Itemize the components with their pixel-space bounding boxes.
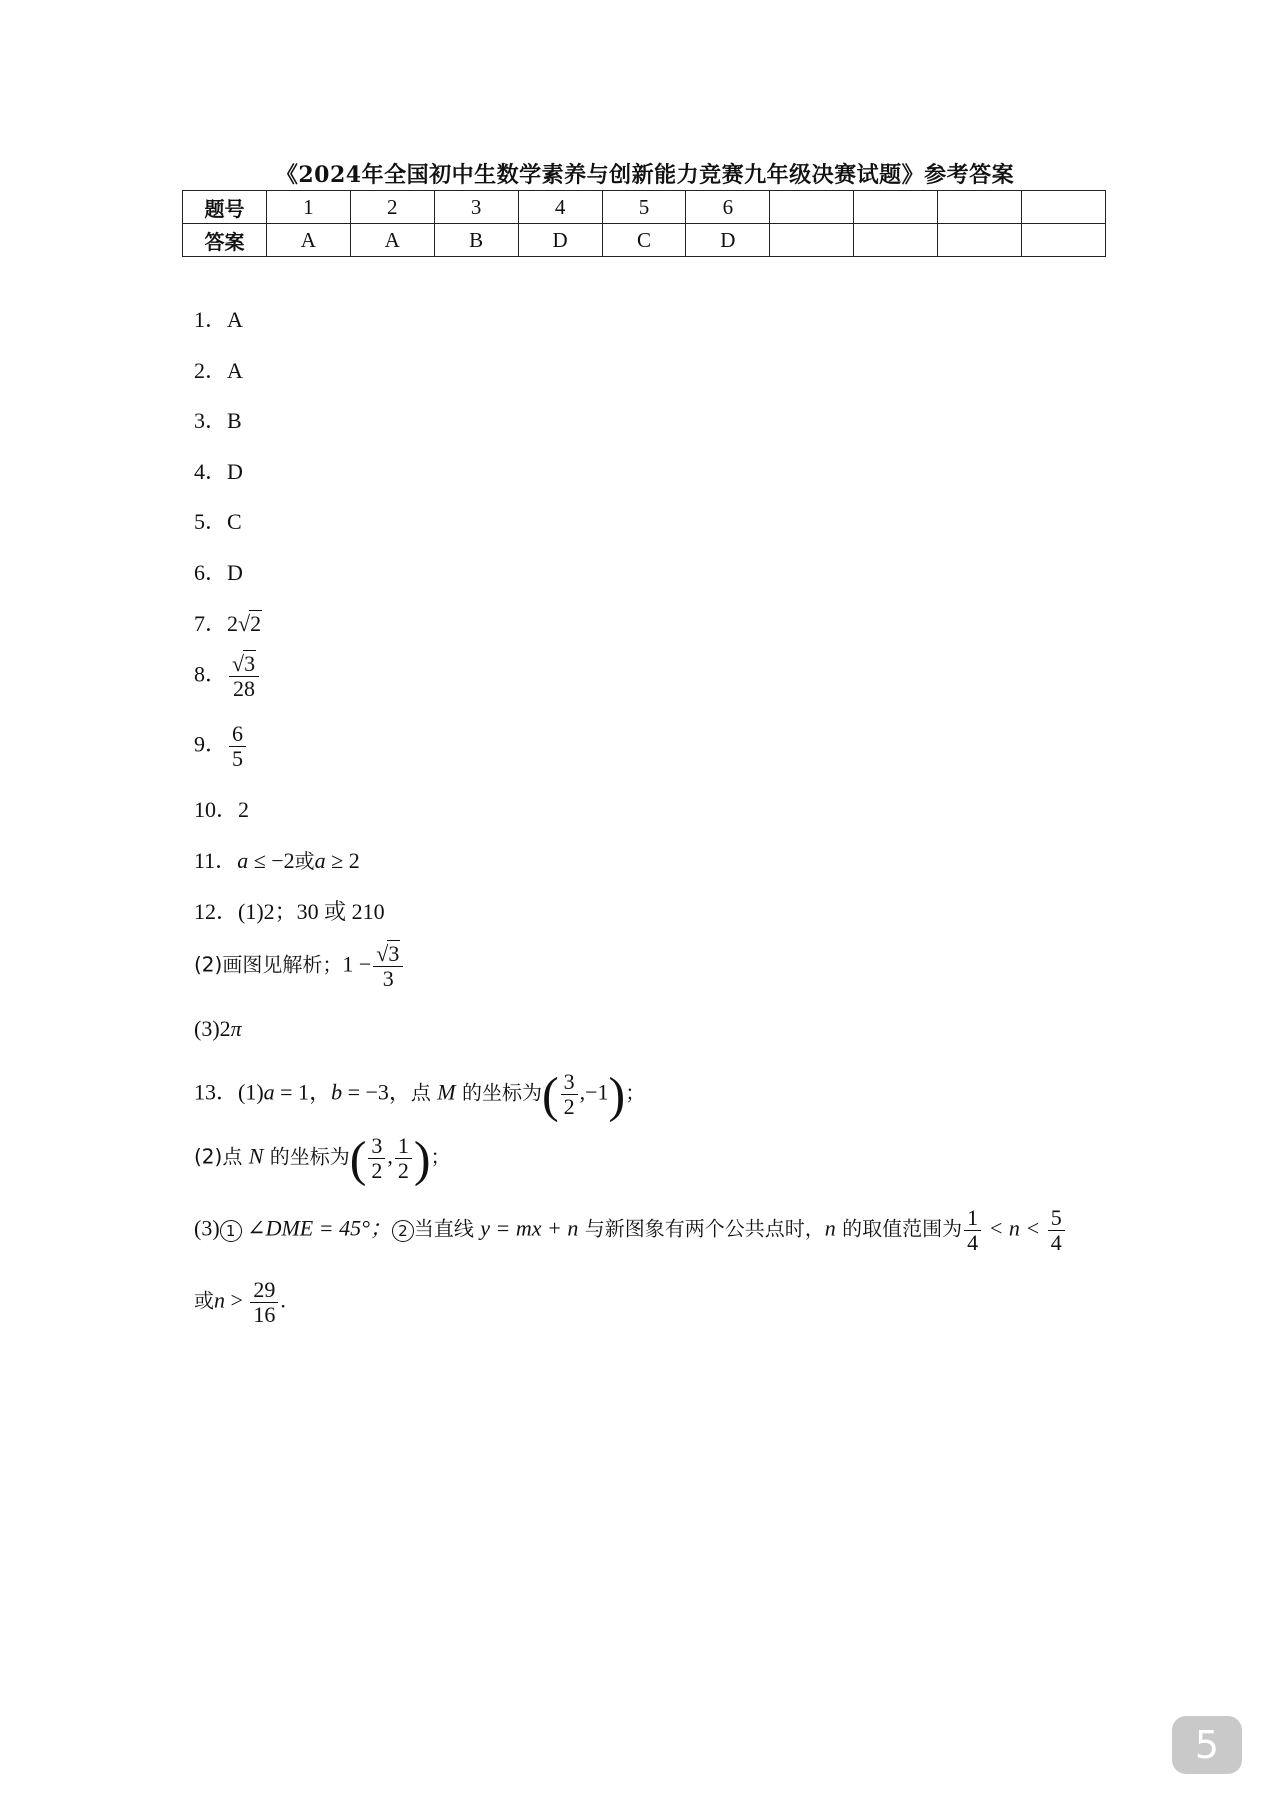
- denominator: 5: [232, 746, 244, 771]
- page-title: 《2024年全国初中生数学素养与创新能力竞赛九年级决赛试题》参考答案: [275, 162, 1015, 188]
- line-equation: y = mx + n: [480, 1215, 579, 1241]
- empty-cell: [1022, 224, 1106, 257]
- answer-9: [194, 722, 248, 771]
- answer-8: [194, 652, 261, 701]
- fraction: [561, 1070, 578, 1119]
- numerator: 3: [561, 1070, 578, 1095]
- denominator: 2: [563, 1094, 575, 1119]
- page-number-badge: 5: [1172, 1716, 1242, 1774]
- numerator: 3: [368, 1134, 385, 1159]
- text: 的坐标为: [263, 1144, 350, 1169]
- numerator: 1: [395, 1134, 412, 1159]
- answer-13-2: (2)点 N 的坐标为( $\frac{3}{2}$ , $\frac{1}{2}$ )；: [194, 1130, 451, 1187]
- or-text: 或: [194, 1288, 214, 1313]
- part-label: (2)画图见解析；: [194, 952, 343, 977]
- left-paren: (: [541, 1066, 559, 1123]
- denominator: 4: [967, 1230, 979, 1255]
- period: .: [280, 1287, 286, 1313]
- part-label: 13．(1): [194, 1079, 264, 1105]
- fraction: [964, 1206, 981, 1255]
- text: 与新图象有两个公共点时，: [578, 1216, 825, 1241]
- answer-4: 4．D: [194, 459, 243, 484]
- header-label-cell: 题号: [183, 191, 267, 224]
- variable-n: n: [824, 1215, 836, 1241]
- empty-cell: [770, 224, 854, 257]
- inequality: < n <: [983, 1215, 1046, 1241]
- empty-cell: [1022, 191, 1106, 224]
- empty-cell: [938, 191, 1022, 224]
- variable-a: a: [237, 848, 249, 873]
- text: 的取值范围为: [835, 1216, 963, 1241]
- sqrt-expression: √3: [376, 941, 400, 966]
- answer-13-3-cont: [194, 1278, 286, 1327]
- question-number-cell: 5: [602, 191, 686, 224]
- numerator: 6: [229, 722, 246, 747]
- numerator: [373, 942, 403, 967]
- fraction: [250, 1278, 278, 1327]
- coefficient: 2: [227, 611, 239, 636]
- variable-a: a: [314, 848, 326, 873]
- empty-cell: [854, 224, 938, 257]
- numerator: 1: [964, 1206, 981, 1231]
- value: 2: [219, 1016, 231, 1041]
- text: 的坐标为: [455, 1080, 542, 1105]
- point-m: M: [437, 1079, 456, 1105]
- denominator: 2: [371, 1158, 383, 1183]
- answer-12-1: 12．(1)2；30 或 210: [194, 899, 385, 924]
- part-label: (3): [194, 1016, 220, 1041]
- fraction: [373, 942, 403, 991]
- answer-cell: D: [686, 224, 770, 257]
- b-value: = −3，: [342, 1079, 411, 1105]
- pi-symbol: π: [230, 1016, 242, 1041]
- denominator: 4: [1050, 1230, 1062, 1255]
- right-paren: ): [608, 1066, 626, 1123]
- answer-number: 11．: [194, 848, 238, 873]
- denominator: 28: [233, 676, 256, 701]
- part-label: (2)点: [194, 1144, 249, 1169]
- answer-7: [194, 611, 262, 637]
- right-paren: ): [413, 1130, 431, 1187]
- variable-n: n: [214, 1287, 225, 1313]
- answer-cell: A: [266, 224, 350, 257]
- fraction: [229, 652, 259, 701]
- inequality: ≥ 2: [325, 848, 360, 873]
- numerator: 29: [250, 1278, 278, 1303]
- radicand: 3: [244, 651, 256, 676]
- left-paren: (: [349, 1130, 367, 1187]
- numerator: 5: [1048, 1206, 1065, 1231]
- fraction: [395, 1134, 412, 1183]
- answer-12-2: [194, 942, 405, 991]
- question-number-cell: 4: [518, 191, 602, 224]
- answer-number: 9．: [194, 731, 228, 757]
- fraction: [368, 1134, 385, 1183]
- answer-cell: D: [518, 224, 602, 257]
- sqrt-expression: √2: [238, 611, 262, 636]
- inequality: ≤ −2: [248, 848, 295, 873]
- variable-a: a: [263, 1079, 275, 1105]
- answer-number: 7．: [194, 611, 228, 636]
- answer-10: 10．2: [194, 797, 250, 822]
- expression-one: 1 −: [342, 951, 372, 977]
- question-number-cell: 6: [686, 191, 770, 224]
- answer-1: 1．A: [194, 307, 243, 332]
- point-n: N: [248, 1143, 264, 1169]
- text: 点: [410, 1080, 438, 1105]
- circled-number-2: 2: [392, 1220, 414, 1242]
- part-label: (3): [194, 1215, 220, 1241]
- denominator: 16: [253, 1302, 276, 1327]
- table-row-answers: [183, 224, 1106, 257]
- inequality: >: [225, 1287, 249, 1313]
- answer-6: 6．D: [194, 560, 243, 585]
- answer-table: [182, 190, 1106, 257]
- numerator: [229, 652, 259, 677]
- answer-13-1: [194, 1066, 646, 1123]
- answer-3: 3．B: [194, 408, 242, 433]
- coord-rest: ,−1: [579, 1079, 609, 1105]
- question-number-cell: 3: [434, 191, 518, 224]
- answer-cell: B: [434, 224, 518, 257]
- empty-cell: [854, 191, 938, 224]
- or-text: 或: [294, 849, 315, 873]
- answer-2: 2．A: [194, 358, 243, 383]
- empty-cell: [938, 224, 1022, 257]
- radicand: 2: [250, 611, 262, 636]
- answer-number: 8．: [194, 661, 228, 687]
- fraction: [1048, 1206, 1065, 1255]
- question-number-cell: 2: [350, 191, 434, 224]
- fraction: [229, 722, 246, 771]
- text: 当直线: [413, 1216, 481, 1241]
- answer-cell: A: [350, 224, 434, 257]
- answer-label-cell: 答案: [183, 224, 267, 257]
- radicand: 3: [388, 941, 400, 966]
- answer-cell: C: [602, 224, 686, 257]
- angle-expression: ∠DME = 45°；: [241, 1215, 392, 1241]
- semicolon: ；: [625, 1080, 646, 1105]
- answer-13-3: [194, 1206, 1067, 1255]
- denominator: 2: [397, 1158, 409, 1183]
- table-row-numbers: [183, 191, 1106, 224]
- denominator: 3: [382, 966, 394, 991]
- empty-cell: [770, 191, 854, 224]
- sqrt-expression: √3: [232, 651, 256, 676]
- answer-12-3: [194, 1016, 242, 1042]
- a-value: = 1，: [274, 1079, 332, 1105]
- circled-number-1: 1: [220, 1220, 242, 1242]
- semicolon: ；: [430, 1144, 451, 1169]
- variable-b: b: [331, 1079, 343, 1105]
- question-number-cell: 1: [266, 191, 350, 224]
- answer-11: [194, 848, 360, 874]
- answer-5: 5．C: [194, 509, 242, 534]
